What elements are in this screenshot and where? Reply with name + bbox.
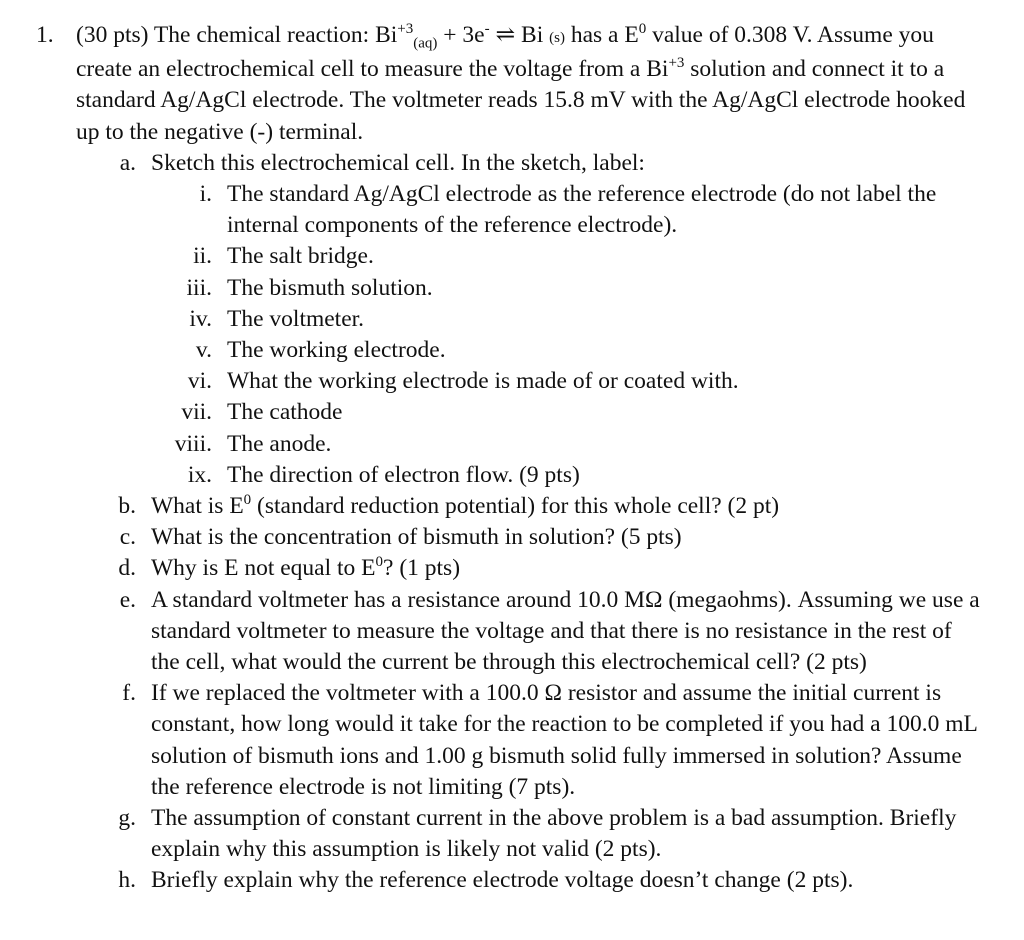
item-text: The standard Ag/AgCl electrode as the reference electrode (do not label the internal components of the reference electrode). bbox=[227, 181, 937, 239]
part-a-item-vii bbox=[0, 397, 967, 428]
part-a-item-ii bbox=[0, 241, 967, 272]
item-text: The voltmeter. bbox=[227, 305, 365, 332]
part-label: h. bbox=[118, 867, 136, 894]
intro-text-a: The chemical reaction: Bi bbox=[153, 22, 398, 48]
part-label: f. bbox=[122, 680, 136, 707]
intro-text-c: value of 0.308 V. Assume you create an electrochemical cell to measure the voltage from a Bi bbox=[76, 22, 934, 83]
equilibrium-arrow: ⇌ Bi bbox=[489, 22, 550, 48]
part-e bbox=[0, 585, 981, 679]
part-text-b: ? (1 pts) bbox=[383, 555, 461, 582]
part-text: Briefly explain why the reference electrode voltage doesn’t change (2 pts). bbox=[151, 867, 854, 894]
part-c bbox=[0, 522, 981, 553]
part-d bbox=[0, 553, 981, 584]
part-label: e. bbox=[119, 586, 136, 613]
part-label: g. bbox=[118, 805, 136, 832]
item-label: viii. bbox=[174, 430, 212, 457]
item-text: The direction of electron flow. (9 pts) bbox=[227, 461, 580, 488]
part-h bbox=[0, 865, 981, 896]
bismuth-charge: +3 bbox=[397, 21, 414, 38]
item-label: i. bbox=[199, 181, 212, 208]
part-a-item-v bbox=[0, 335, 967, 366]
part-a-item-vi bbox=[0, 366, 967, 397]
item-text: The cathode bbox=[227, 399, 343, 426]
document-page bbox=[0, 20, 1024, 897]
item-label: iii. bbox=[186, 274, 212, 301]
intro-text-d: solution and connect it to a standard Ag/AgCl electrode. The voltmeter reads 15.8 mV with the Ag/AgCl electrode hooked up to the negative (-) terminal. bbox=[76, 56, 966, 145]
standard-superscript: 0 bbox=[638, 21, 647, 38]
part-a-item-i bbox=[0, 179, 967, 241]
item-label: vii. bbox=[181, 399, 212, 426]
item-text: The salt bridge. bbox=[227, 243, 374, 270]
part-label: a. bbox=[119, 149, 136, 176]
part-text-a: Why is E not equal to E bbox=[151, 555, 376, 582]
part-a-item-iv bbox=[0, 304, 967, 335]
item-label: iv. bbox=[189, 305, 212, 332]
part-text: If we replaced the voltmeter with a 100.0 Ω resistor and assume the initial current is constant, how long would it take for the reaction to be completed if you had a 100.0 mL solution of bismuth ions and 1.00 g bismuth solid fully immersed in solution? Assume the reference electrode is not limiting (7 pts). bbox=[151, 680, 977, 800]
part-g bbox=[0, 803, 981, 865]
item-text: The anode. bbox=[227, 430, 332, 457]
part-text-a: What is E bbox=[151, 493, 244, 520]
part-label: b. bbox=[118, 493, 136, 520]
part-text: Sketch this electrochemical cell. In the sketch, label: bbox=[151, 149, 645, 176]
item-label: ii. bbox=[193, 243, 212, 270]
part-label: d. bbox=[118, 555, 136, 582]
item-label: vi. bbox=[187, 368, 212, 395]
part-text: A standard voltmeter has a resistance around 10.0 MΩ (megaohms). Assuming we use a standard voltmeter to measure the voltage and that there is no resistance in the rest of the cell, what would the current be through this electrochemical cell? (2 pts) bbox=[151, 586, 980, 676]
question-1-intro bbox=[0, 20, 976, 148]
item-label: v. bbox=[195, 337, 212, 364]
part-a-item-viii bbox=[0, 429, 967, 460]
part-a-item-ix bbox=[0, 460, 967, 491]
item-label: ix. bbox=[187, 461, 212, 488]
electron-term: + 3e bbox=[437, 22, 485, 48]
question-points: (30 pts) bbox=[76, 22, 149, 48]
part-b bbox=[0, 491, 981, 522]
bismuth-charge-2: +3 bbox=[668, 55, 685, 72]
part-label: c. bbox=[119, 524, 136, 551]
part-f bbox=[0, 678, 981, 803]
question-number: 1. bbox=[36, 22, 54, 48]
aqueous-state: (aq) bbox=[413, 35, 438, 52]
solid-state: (s) bbox=[549, 30, 565, 46]
item-text: The working electrode. bbox=[227, 337, 446, 364]
part-text-b: (standard reduction potential) for this whole cell? (2 pt) bbox=[251, 493, 780, 520]
standard-superscript: 0 bbox=[243, 492, 252, 509]
part-text: The assumption of constant current in the above problem is a bad assumption. Briefly explain why this assumption is likely not valid (2 pts). bbox=[151, 805, 957, 863]
part-a bbox=[0, 148, 981, 179]
item-text: What the working electrode is made of or coated with. bbox=[227, 368, 739, 395]
standard-superscript: 0 bbox=[375, 554, 384, 571]
item-text: The bismuth solution. bbox=[227, 274, 433, 301]
electron-charge: - bbox=[484, 21, 490, 38]
part-a-item-iii bbox=[0, 273, 967, 304]
part-text: What is the concentration of bismuth in solution? (5 pts) bbox=[151, 524, 682, 551]
intro-text-b: has a E bbox=[564, 22, 639, 48]
